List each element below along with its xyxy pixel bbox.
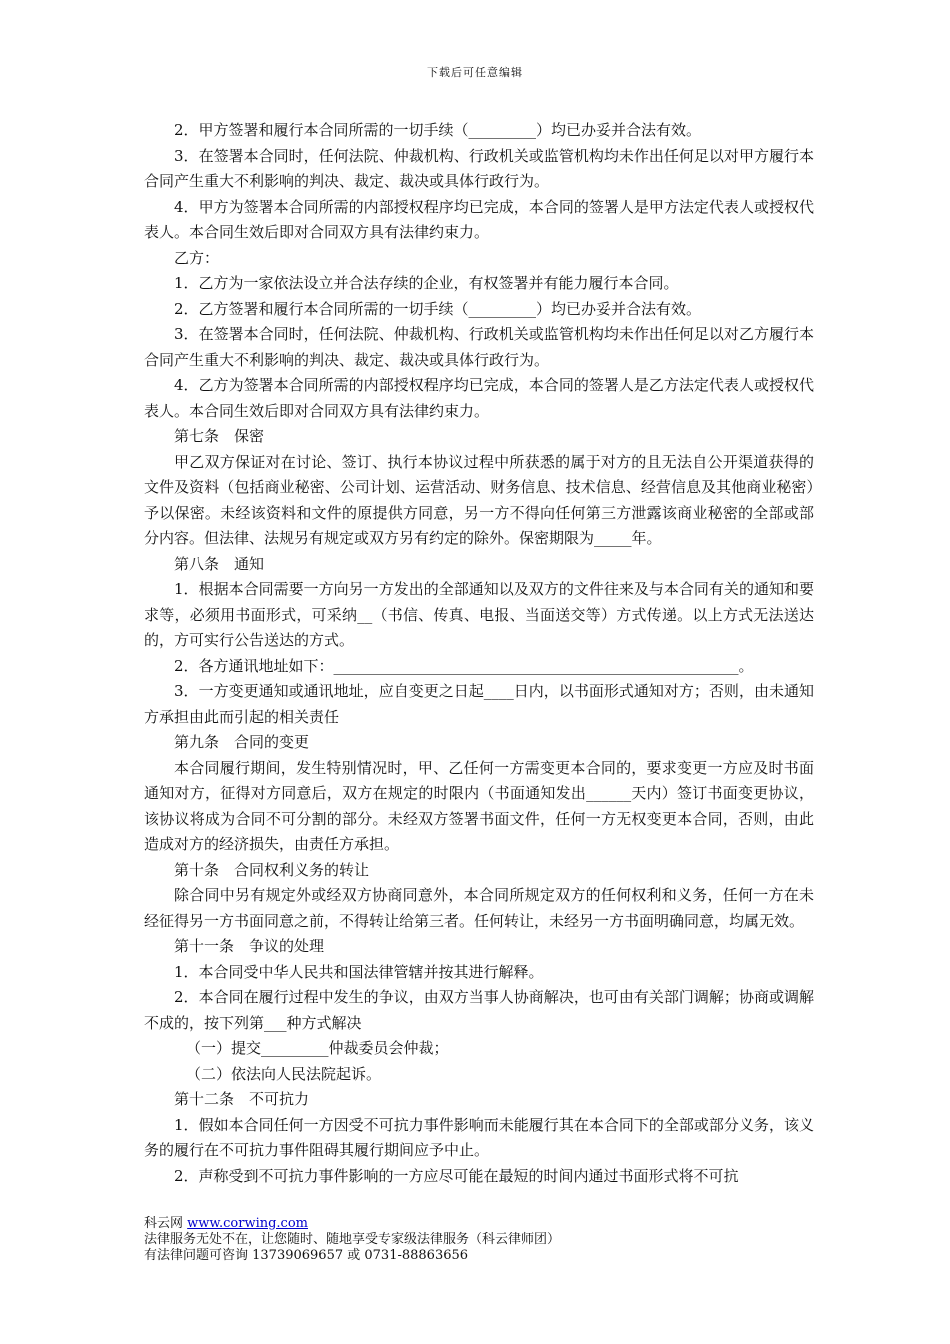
paragraph-a4-authorization: 4．甲方为签署本合同所需的内部授权程序均已完成，本合同的签署人是甲方法定代表人或授权代表人。本合同生效后即对合同双方具有法律约束力。 — [144, 197, 814, 241]
paragraph-a2-procedures: 2．甲方签署和履行本合同所需的一切手续（_________）均已办妥并合法有效。 — [174, 121, 702, 139]
page-footer — [144, 1216, 824, 1264]
paragraph-b2-procedures: 2．乙方签署和履行本合同所需的一切手续（_________）均已办妥并合法有效。 — [174, 299, 702, 318]
article-10-transfer-text: 除合同中另有规定外或经双方协商同意外，本合同所规定双方的任何权利和义务，任何一方在未经征得另一方书面同意之前，不得转让给第三者。任何转让，未经另一方书面明确同意，均属无效。 — [144, 886, 814, 930]
footer-contact: 有法律问题可咨询 13739069657 或 0731-88863656 — [144, 1248, 469, 1263]
article-8-clause-3: 3．一方变更通知或通讯地址，应自变更之日起____日内，以书面形式通知对方；否则，由未通知方承担由此而引起的相关责任 — [144, 682, 814, 726]
footer-site-name: 科云网 — [144, 1216, 184, 1231]
article-9-modification-text: 本合同履行期间，发生特别情况时，甲、乙任何一方需变更本合同的，要求变更一方应及时书面通知对方，征得对方同意后，双方在规定的时限内（书面通知发出______天内）签订书面变更协议，该协议将成为合同不可分割的部分。未经双方签署书面文件，任何一方无权变更本合同，否则，由此造成对方的经济损失，由责任方承担。 — [144, 758, 814, 853]
footer-slogan: 法律服务无处不在，让您随时、随地享受专家级法律服务（科云律师团） — [144, 1232, 561, 1247]
article-11-option-1-arbitration: （一）提交_________仲裁委员会仲裁； — [186, 1039, 449, 1057]
paragraph-b1-legal-entity: 1．乙方为一家依法设立并合法存续的企业，有权签署并有能力履行本合同。 — [174, 274, 679, 292]
article-12-clause-2: 2．声称受到不可抗力事件影响的一方应尽可能在最短的时间内通过书面形式将不可抗 — [174, 1166, 739, 1185]
article-8-clause-2-address: 2．各方通讯地址如下：______________________________________________________。 — [174, 656, 754, 675]
article-7-heading: 第七条 保密 — [174, 427, 265, 445]
article-7-confidentiality-text: 甲乙双方保证对在讨论、签订、执行本协议过程中所获悉的属于对方的且无法自公开渠道获得的文件及资料（包括商业秘密、公司计划、运营活动、财务信息、技术信息、经营信息及其他商业秘密）予以保密。未经该资料和文件的原提供方同意，另一方不得向任何第三方泄露该商业秘密的全部或部分内容。但法律、法规另有规定或双方另有约定的除外。保密期限为_____年。 — [144, 452, 814, 547]
party-b-heading: 乙方： — [174, 248, 220, 267]
footer-site-line — [144, 1216, 824, 1232]
article-9-heading: 第九条 合同的变更 — [174, 733, 310, 751]
article-12-heading: 第十二条 不可抗力 — [174, 1090, 310, 1108]
article-8-heading: 第八条 通知 — [174, 554, 265, 573]
article-11-clause-2: 2．本合同在履行过程中发生的争议，由双方当事人协商解决，也可由有关部门调解；协商或调解不成的，按下列第___种方式解决 — [144, 988, 814, 1032]
article-10-heading: 第十条 合同权利义务的转让 — [174, 860, 370, 879]
header-note: 下载后可任意编辑 — [427, 66, 523, 79]
article-11-clause-1: 1．本合同受中华人民共和国法律管辖并按其进行解释。 — [174, 962, 544, 981]
article-11-heading: 第十一条 争议的处理 — [174, 937, 325, 955]
paragraph-a3-no-adverse-rulings: 3．在签署本合同时，任何法院、仲裁机构、行政机关或监管机构均未作出任何足以对甲方履行本合同产生重大不利影响的判决、裁定、裁决或具体行政行为。 — [144, 146, 814, 190]
article-11-option-2-court: （二）依法向人民法院起诉。 — [186, 1064, 382, 1083]
paragraph-b3-no-adverse-rulings: 3．在签署本合同时，任何法院、仲裁机构、行政机关或监管机构均未作出任何足以对乙方履行本合同产生重大不利影响的判决、裁定、裁决或具体行政行为。 — [144, 325, 814, 369]
article-8-clause-1: 1．根据本合同需要一方向另一方发出的全部通知以及双方的文件往来及与本合同有关的通知和要求等，必须用书面形式，可采纳__（书信、传真、电报、当面送交等）方式传递。以上方式无法送达的，方可实行公告送达的方式。 — [144, 580, 814, 649]
contract-body — [144, 118, 814, 1189]
article-12-clause-1: 1．假如本合同任何一方因受不可抗力事件影响而未能履行其在本合同下的全部或部分义务，该义务的履行在不可抗力事件阻碍其履行期间应予中止。 — [144, 1115, 814, 1159]
footer-site-link[interactable]: www.corwing.com — [187, 1216, 308, 1231]
paragraph-b4-authorization: 4．乙方为签署本合同所需的内部授权程序均已完成，本合同的签署人是乙方法定代表人或授权代表人。本合同生效后即对合同双方具有法律约束力。 — [144, 376, 814, 420]
